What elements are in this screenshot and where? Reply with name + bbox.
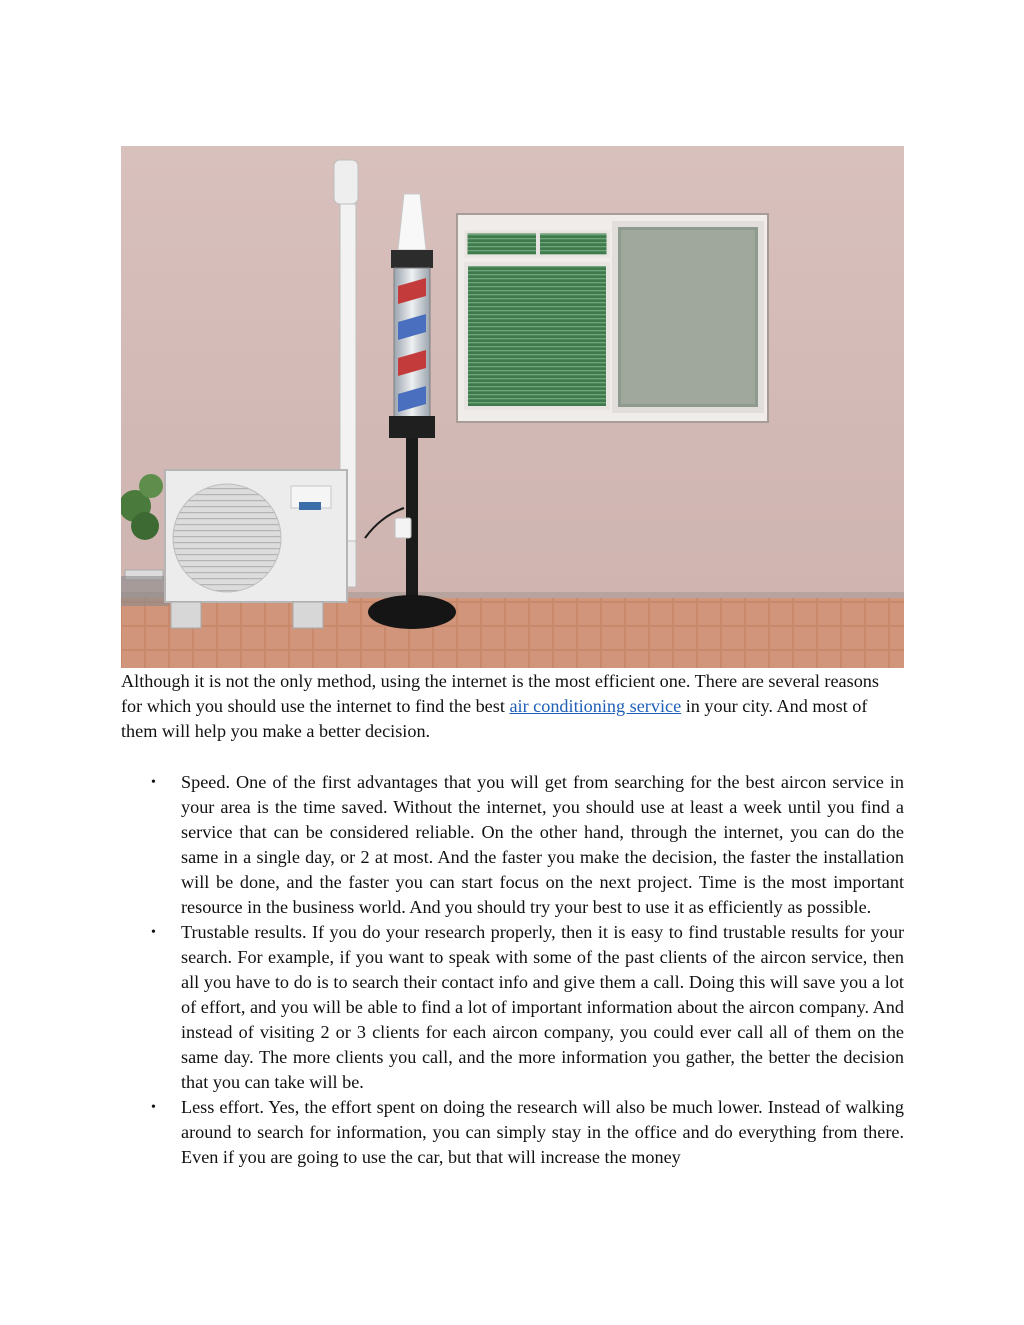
intro-text-before-link: Although it is not the only method, using the internet is the most efficient one. There are several reasons for which you should use the internet to find the best: [121, 671, 879, 716]
list-item-trustable-results: [121, 920, 904, 1095]
intro-text-after-link: in your city. And most of them will help you make a better decision.: [121, 696, 868, 741]
tiled-ground: [121, 596, 904, 668]
list-item-text: Speed. One of the first advantages that you will get from searching for the best aircon service in your area is the time saved. Without the internet, you should use at least a week until you find a service that can be considered reliable. On the other hand, through the internet, you can do the same in a single day, or 2 at most. And the faster you make the decision, the faster the installation will be done, and the faster you can start focus on the next project. Time is the most important resource in the business world. And you should try your best to use it as efficiently as possible.: [181, 772, 904, 917]
benefits-list: [121, 770, 904, 1170]
intro-paragraph: [121, 669, 904, 744]
bullet-icon: •: [151, 1100, 156, 1115]
list-item-text: Less effort. Yes, the effort spent on doing the research will also be much lower. Instead of walking around to search for information, you can simply stay in the office and do everything from there. Even if you are going to use the car, but that will increase the money: [181, 1097, 904, 1167]
photo-aircon-barber-pole: [121, 146, 904, 668]
bullet-icon: •: [151, 925, 156, 940]
window: [457, 214, 768, 422]
list-item-less-effort: [121, 1095, 904, 1170]
list-item-speed: [121, 770, 904, 920]
list-item-text: Trustable results. If you do your research properly, then it is easy to find trustable results for your search. For example, if you want to speak with some of the past clients of the aircon service, then all you have to do is to search their contact info and give them a call. Doing this will save you a lot of effort, and you will be able to find a lot of important information about the aircon company. And instead of visiting 2 or 3 clients for each aircon company, you could ever call all of them on the same day. The more clients you call, and the more information you gather, the better the decision that you can take will be.: [181, 922, 904, 1092]
bullet-icon: •: [151, 775, 156, 790]
air-conditioning-service-link[interactable]: air conditioning service: [509, 696, 682, 716]
wall-socket: [395, 518, 411, 538]
